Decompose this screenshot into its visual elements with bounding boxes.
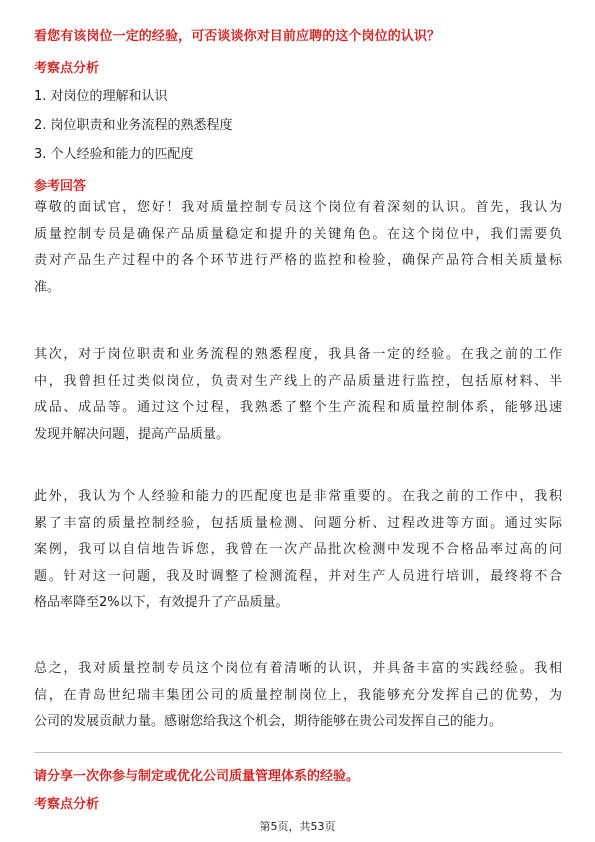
next-analysis-heading: 考察点分析 (34, 797, 100, 812)
paragraph-line: 案例，我可以自信地告诉您，我曾在一次产品批次检测中发现不合格品率过高的问 (34, 542, 562, 557)
answer-heading: 参考回答 (34, 179, 87, 194)
question-title: 看您有该岗位一定的经验，可否谈谈你对目前应聘的这个岗位的认识？ (34, 29, 441, 44)
analysis-point-2: 2. 岗位职责和业务流程的熟悉程度 (34, 118, 233, 133)
section-divider (34, 752, 562, 753)
answer-paragraph-4 (34, 656, 562, 736)
paragraph-line: 信，在青岛世纪瑞丰集团公司的质量控制岗位上，我能够充分发挥自己的优势，为 (34, 687, 562, 703)
answer-paragraph-2 (34, 342, 562, 448)
paragraph-line: 总之，我对质量控制专员这个岗位有着清晰的认识，并具备丰富的实践经验。我相 (34, 661, 562, 676)
paragraph-line: 题。针对这一问题，我及时调整了检测流程，并对生产人员进行培训，最终将不合 (34, 568, 562, 584)
paragraph-line: 责对产品生产过程中的各个环节进行严格的监控和检验，确保产品符合相关质量标 (34, 253, 562, 268)
paragraph-line: 公司的发展贡献力量。感谢您给我这个机会，期待能够在贵公司发挥自己的能力。 (34, 714, 503, 729)
paragraph-line: 格品率降至2%以下，有效提升了产品质量。 (34, 595, 289, 610)
paragraph-line: 其次，对于岗位职责和业务流程的熟悉程度，我具备一定的经验。在我之前的工作 (34, 347, 562, 362)
paragraph-line: 累了丰富的质量控制经验，包括质量检测、问题分析、过程改进等方面。通过实际 (34, 515, 562, 531)
paragraph-line: 尊敬的面试官，您好！我对质量控制专员这个岗位有着深刻的认识。首先，我认为 (34, 200, 562, 215)
analysis-point-1: 1. 对岗位的理解和认识 (34, 89, 168, 104)
paragraph-line: 准。 (34, 279, 61, 295)
next-question-title: 请分享一次你参与制定或优化公司质量管理体系的经验。 (34, 769, 360, 784)
paragraph-line: 此外，我认为个人经验和能力的匹配度也是非常重要的。在我之前的工作中，我积 (34, 489, 562, 504)
analysis-heading: 考察点分析 (34, 61, 100, 76)
analysis-point-3: 3. 个人经验和能力的匹配度 (34, 147, 194, 162)
paragraph-line: 成品、成品等。通过这个过程，我熟悉了整个生产流程和质量控制体系，能够迅速 (34, 400, 562, 415)
paragraph-line: 中，我曾担任过类似岗位，负责对生产线上的产品质量进行监控，包括原材料、半 (34, 373, 562, 389)
page-number: 第5页，共53页 (259, 820, 336, 833)
answer-paragraph-1 (34, 195, 562, 301)
answer-paragraph-3 (34, 484, 562, 617)
paragraph-line: 质量控制专员是确保产品质量稳定和提升的关键角色。在这个岗位中，我们需要负 (34, 226, 562, 242)
paragraph-line: 发现并解决问题，提高产品质量。 (34, 426, 230, 442)
